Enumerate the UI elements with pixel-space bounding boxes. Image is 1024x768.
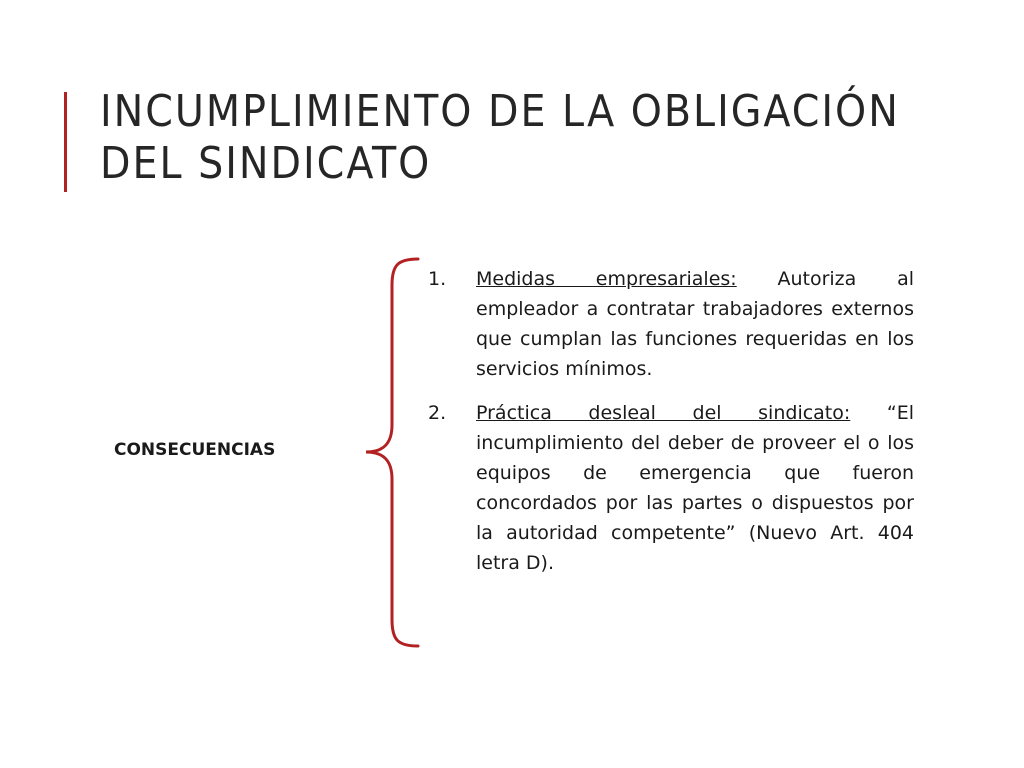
list-item-heading: Práctica desleal del sindicato: [476, 402, 851, 424]
list-item [428, 398, 914, 578]
list-item [428, 264, 914, 384]
list-item-heading: Medidas empresariales: [476, 268, 737, 290]
consequences-label: CONSECUENCIAS [114, 440, 276, 460]
curly-brace [360, 255, 420, 650]
list-item-text: “El incumplimiento del deber de proveer el o los equipos de emergencia que fueron concordados por las partes o dispuestos por la autoridad competente” (Nuevo Art. 404 letra D). [476, 402, 915, 574]
slide-title: INCUMPLIMIENTO DE LA OBLIGACIÓN DEL SINDICATO [100, 86, 900, 189]
list-item-number: 2. [428, 402, 447, 424]
consequences-list [428, 264, 914, 592]
list-item-number: 1. [428, 268, 447, 290]
list-item-text: Autoriza al empleador a contratar trabajadores externos que cumplan las funciones requeridas en los servicios mínimos. [476, 268, 915, 380]
title-accent-bar [64, 92, 67, 192]
